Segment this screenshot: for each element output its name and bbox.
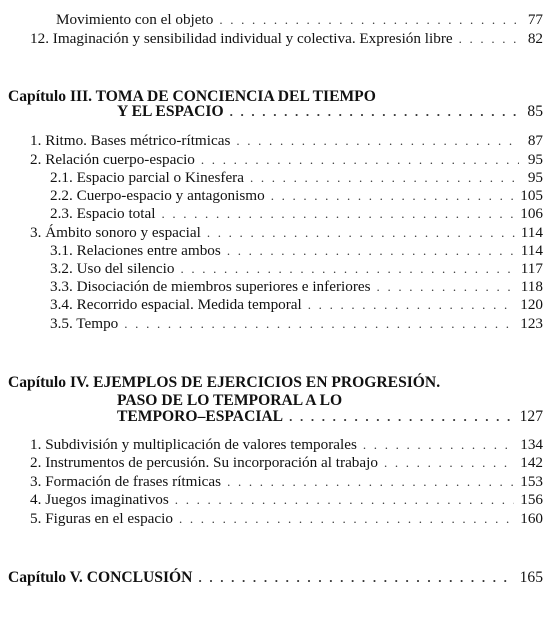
toc-entry-title: 1. Ritmo. Bases métrico-rítmicas <box>30 132 231 149</box>
chapter-5-heading: Capítulo V. CONCLUSIÓN <box>8 569 193 586</box>
toc-entry-title: 4. Juegos imaginativos <box>30 491 169 508</box>
chapter-4-heading: Capítulo IV. EJEMPLOS DE EJERCICIOS EN PROGRESIÓN. <box>8 374 441 391</box>
toc-entry-title: 2.3. Espacio total <box>50 205 156 222</box>
chapter-4-page: 127 <box>519 408 543 425</box>
chapter-4-heading-line2: PASO DE LO TEMPORAL A LO <box>117 392 343 409</box>
toc-entry-page: 95 <box>527 169 543 186</box>
dot-leader <box>198 567 513 589</box>
toc-entry-page: 105 <box>520 187 543 204</box>
toc-entry-page: 142 <box>520 454 543 471</box>
dot-leader <box>179 508 514 530</box>
toc-entry-page: 114 <box>520 224 543 241</box>
toc-entry-page: 117 <box>520 260 543 277</box>
chapter-5-page: 165 <box>519 569 543 586</box>
toc-entry-title: 3.1. Relaciones entre ambos <box>50 242 221 259</box>
toc-entry-page: 134 <box>520 436 543 453</box>
toc-entry-page: 118 <box>520 278 543 295</box>
toc-entry-title: 3.2. Uso del silencio <box>50 260 175 277</box>
toc-entry-page: 160 <box>520 510 543 527</box>
toc-entry <box>30 28 543 50</box>
toc-entry <box>30 508 543 530</box>
toc-entry-title: 2.2. Cuerpo-espacio y antagonismo <box>50 187 265 204</box>
toc-entry-title: 3.5. Tempo <box>50 315 119 332</box>
toc-entry-page: 123 <box>520 315 543 332</box>
toc-entry-title: 1. Subdivisión y multiplicación de valores temporales <box>30 436 357 453</box>
toc-entry-page: 153 <box>520 473 543 490</box>
toc-entry-page: 95 <box>527 151 543 168</box>
toc-entry-page: 77 <box>527 11 543 28</box>
toc-entry-title: 5. Figuras en el espacio <box>30 510 173 527</box>
toc-entry-title: 12. Imaginación y sensibilidad individual y colectiva. Expresión libre <box>30 30 453 47</box>
chapter-3-heading: Capítulo III. TOMA DE CONCIENCIA DEL TIEMPO <box>8 88 376 105</box>
toc-entry-title: 2. Relación cuerpo-espacio <box>30 151 195 168</box>
toc-entry-title: 3.4. Recorrido espacial. Medida temporal <box>50 296 302 313</box>
toc-entry-page: 82 <box>527 30 543 47</box>
chapter-3-page: 85 <box>527 103 543 120</box>
toc-entry-title: 2.1. Espacio parcial o Kinesfera <box>50 169 244 186</box>
dot-leader <box>289 406 514 428</box>
toc-entry-page: 120 <box>520 296 543 313</box>
chapter-3-heading-continued: Y EL ESPACIO <box>117 103 224 120</box>
chapter-4-heading-line <box>117 406 543 428</box>
toc-entry-page: 87 <box>527 132 543 149</box>
dot-leader <box>230 101 519 123</box>
chapter-4-heading-continued: TEMPORO–ESPACIAL <box>117 408 284 425</box>
toc-subentry <box>50 313 543 335</box>
chapter-5-line <box>8 567 543 589</box>
toc-entry-title: 3. Formación de frases rítmicas <box>30 473 222 490</box>
toc-entry-title: 3.3. Disociación de miembros superiores e inferiores <box>50 278 371 295</box>
toc-entry-page: 156 <box>520 491 543 508</box>
dot-leader <box>124 313 514 335</box>
toc-entry-title: Movimiento con el objeto <box>56 11 214 28</box>
toc-entry-page: 114 <box>520 242 543 259</box>
dot-leader <box>459 28 519 50</box>
toc-entry-title: 3. Ámbito sonoro y espacial <box>30 224 201 241</box>
toc-entry-page: 106 <box>520 205 543 222</box>
chapter-3-heading-line <box>117 101 543 123</box>
toc-entry-title: 2. Instrumentos de percusión. Su incorporación al trabajo <box>30 454 378 471</box>
